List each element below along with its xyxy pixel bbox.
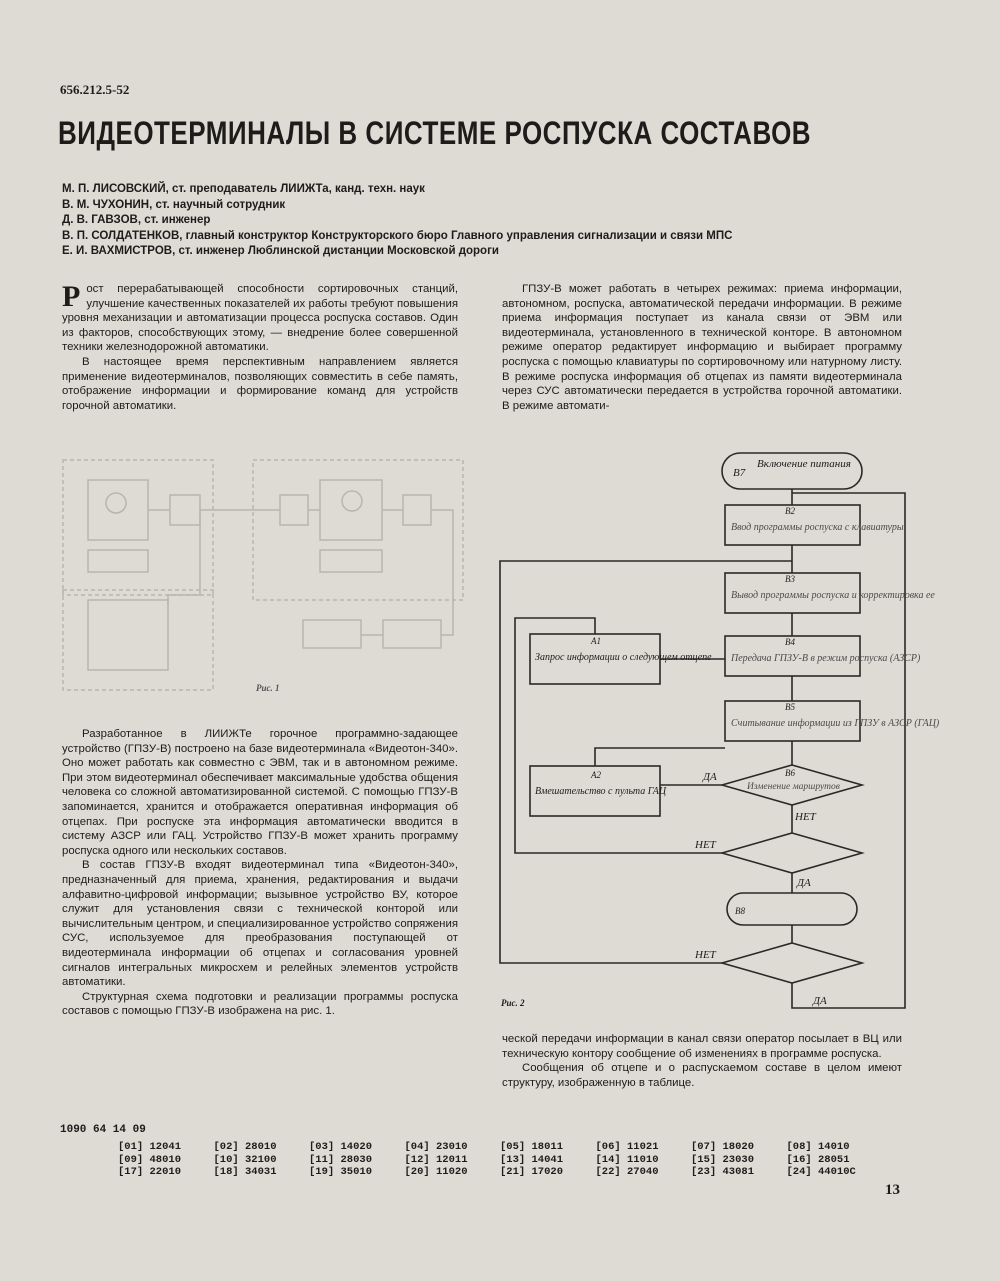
flow-a1-id: А1 bbox=[591, 636, 601, 646]
flow-no-loop bbox=[500, 561, 792, 963]
figure-1-block-diagram bbox=[58, 455, 468, 705]
intro-paragraph bbox=[62, 282, 458, 355]
code-header: 1090 64 14 09 bbox=[60, 1124, 146, 1136]
figure-2-caption: Рис. 2 bbox=[501, 998, 525, 1008]
fig1-sus-box bbox=[403, 495, 431, 525]
code-cell: [23] 43081 bbox=[691, 1166, 755, 1178]
author-list bbox=[62, 182, 732, 260]
page-number: 13 bbox=[885, 1182, 900, 1198]
fig1-computing-center-frame bbox=[63, 590, 213, 690]
flow-b6-text: Изменение маршрутов bbox=[747, 782, 840, 792]
author-line: Е. И. ВАХМИСТРОВ, ст. инженер Люблинской дистанции Московской дороги bbox=[62, 245, 499, 257]
author-line: Д. В. ГАВЗОВ, ст. инженер bbox=[62, 214, 211, 226]
udc-code: 656.212.5-52 bbox=[60, 82, 130, 97]
flow-decision-b7 bbox=[722, 833, 862, 873]
flow-b7-text: Включение питания bbox=[757, 458, 851, 470]
flow-b4-text: Передача ГПЗУ-В в режим роспуска (АЗСР) bbox=[731, 653, 921, 664]
paragraph: В состав ГПЗУ-В входят видеотерминал типа «Видеотон-340», предназначенный для приема, хранения, редактирования и выдачи алфавитно-цифровой информации; вызывное устройство ВУ, которое служит для установления связи с технической конторой или вычислительным центром, и специализированное устройство сопряжения СУС, используемое для преобразования поступающей от видеотерминала информации об отцепах и согласования уровней сигналов интегральных микросхем и релейных элементов устройств автоматики. bbox=[62, 859, 458, 989]
figure-2-flowchart bbox=[495, 448, 940, 1018]
code-cell: [24] 44010С bbox=[786, 1166, 856, 1178]
paragraph: В настоящее время перспективным направлением является применение видеотерминалов, позволяющих совместить в себе память, отображение информации и формирование команд для устройств горочной автоматики. bbox=[62, 355, 458, 412]
flow-yes-label: ДА bbox=[813, 995, 827, 1007]
fig1-vu2-box bbox=[280, 495, 308, 525]
flow-terminal-b8 bbox=[727, 893, 857, 925]
code-cell: [16] 28051 bbox=[786, 1153, 850, 1166]
code-cell: [06] 11021 bbox=[595, 1141, 659, 1153]
right-column-top bbox=[502, 282, 902, 413]
article-title: ВИДЕОТЕРМИНАЛЫ В СИСТЕМЕ РОСПУСКА СОСТАВОВ bbox=[58, 114, 812, 152]
code-cell: [07] 18020 bbox=[691, 1141, 755, 1153]
fig1-evm-box bbox=[88, 600, 168, 670]
paragraph: Сообщения об отцепе и о распускаемом составе в целом имеют структуру, изображенную в таблице. bbox=[502, 1062, 902, 1089]
fig1-azsr-box bbox=[383, 620, 441, 648]
flow-a1-text: Запрос информации о следующем отцепе bbox=[535, 652, 712, 663]
code-cell: [01] 12041 bbox=[118, 1141, 182, 1153]
author-line: В. М. ЧУХОНИН, ст. научный сотрудник bbox=[62, 198, 286, 211]
author-line: В. П. СОЛДАТЕНКОВ, главный конструктор Конструкторского бюро Главного управления сигнализации и связи МПС bbox=[62, 229, 733, 242]
code-cell: [13] 14041 bbox=[500, 1153, 564, 1166]
flow-a2-id: А2 bbox=[591, 770, 601, 780]
flow-b2-text: Ввод программы роспуска с клавиатуры bbox=[731, 522, 904, 533]
flow-b2-id: В2 bbox=[785, 506, 795, 516]
flow-no-label: НЕТ bbox=[695, 839, 716, 851]
flow-b7-id: В7 bbox=[733, 467, 746, 479]
code-cell: [14] 11010 bbox=[595, 1153, 659, 1166]
paragraph: Разработанное в ЛИИЖТе горочное программно-задающее устройство (ГПЗУ-В) построено на базе видеотерминала «Видеотон-340». Оно может работать как совместно с ЭВМ, так и в автономном режиме. При этом видеотерминал обеспечивает максимальные удобства общения человека со сложной автоматизированной системой. С помощью ГПЗУ-В запоминается, хранится и отображается оперативная информация об отцепах. При роспуске эта информация автоматически вводится в систему АЗСР или ГАЦ. Устройство ГПЗУ-В может хранить программу роспуска одного или нескольких составов. bbox=[62, 728, 458, 857]
fig1-gac-box bbox=[303, 620, 361, 648]
code-row bbox=[118, 1166, 882, 1179]
drop-cap: Р bbox=[62, 280, 81, 313]
flow-b4-id: В4 bbox=[785, 637, 795, 647]
flow-b6-id: В6 bbox=[785, 768, 795, 778]
code-cell: [21] 17020 bbox=[500, 1166, 564, 1178]
code-cell: [04] 23010 bbox=[404, 1141, 468, 1153]
fig1-vu-box bbox=[170, 495, 200, 525]
paragraph: Структурная схема подготовки и реализации программы роспуска составов с помощью ГПЗУ-В изображена на рис. 1. bbox=[62, 990, 458, 1018]
code-cell: [12] 12011 bbox=[404, 1153, 468, 1166]
paragraph: ческой передачи информации в канал связи оператор посылает в ВЦ или техническую контору сообщение об изменениях в программе роспуска. bbox=[502, 1033, 902, 1060]
left-column-bottom bbox=[62, 727, 458, 1019]
author-line: М. П. ЛИСОВСКИЙ, ст. преподаватель ЛИИЖТа, канд. техн. наук bbox=[62, 183, 425, 195]
code-row bbox=[118, 1141, 882, 1154]
fig1-screen-icon bbox=[106, 493, 126, 513]
flow-a2-text: Вмешательство с пульта ГАЦ bbox=[535, 786, 667, 797]
code-cell: [03] 14020 bbox=[309, 1141, 373, 1153]
flow-return-line bbox=[792, 493, 905, 1008]
code-cell: [18] 34031 bbox=[213, 1166, 277, 1178]
code-cell: [11] 28030 bbox=[309, 1153, 373, 1166]
code-cell: [10] 32100 bbox=[213, 1153, 277, 1166]
fig1-screen2-icon bbox=[342, 491, 362, 511]
flow-no-label: НЕТ bbox=[695, 949, 716, 961]
code-cell: [09] 48010 bbox=[118, 1153, 182, 1166]
flow-b8-id: В8 bbox=[735, 906, 745, 916]
fig1-keyboard-box bbox=[88, 550, 148, 572]
code-cell: [20] 11020 bbox=[404, 1166, 468, 1178]
flow-decision-b9 bbox=[722, 943, 862, 983]
code-row bbox=[118, 1154, 882, 1167]
flow-b3-id: В3 bbox=[785, 574, 795, 584]
flow-b3-text: Вывод программы роспуска и корректировка ее bbox=[731, 590, 935, 601]
right-column-bottom bbox=[502, 1032, 902, 1090]
code-cell: [19] 35010 bbox=[309, 1166, 373, 1178]
paragraph: ГПЗУ-В может работать в четырех режимах: приема информации, автономном, роспуска, автоматической передачи информации. В режиме приема информация поступает из канала связи от ЭВМ или видеотерминала, установленного в технической конторе. В автономном режиме оператор редактирует информацию и выбирает программу роспуска с помощью клавиатуры по сортировочному или натурному листу. В режиме роспуска информация об отцепах из памяти видеотерминала через СУС автоматически передается в устройства горочной автоматики. В режиме автомати- bbox=[502, 283, 902, 412]
fig1-gpzu-frame bbox=[253, 460, 463, 600]
code-table bbox=[118, 1141, 882, 1179]
code-cell: [15] 23030 bbox=[691, 1153, 755, 1166]
code-cell: [08] 14010 bbox=[786, 1141, 850, 1153]
fig1-keyboard2-box bbox=[320, 550, 382, 572]
flow-b5-text: Считывание информации из ГПЗУ в АЗСР (ГАЦ) bbox=[731, 718, 940, 729]
flow-b5-id: В5 bbox=[785, 702, 795, 712]
fig1-connections bbox=[148, 510, 453, 635]
left-column-top bbox=[62, 282, 458, 413]
flow-yes-label: ДА bbox=[703, 771, 717, 783]
code-cell: [22] 27040 bbox=[595, 1166, 659, 1178]
flow-no-label: НЕТ bbox=[795, 811, 816, 823]
figure-1-caption: Рис. 1 bbox=[256, 683, 280, 693]
intro-text: ост перерабатывающей способности сортировочных станций, улучшение качественных показателей их работы требуют повышения уровня механизации и автоматизации процесса роспуска составов. Один из факторов, способствующих этому, — внедрение более совершенной техники железнодорожной автоматики. bbox=[62, 283, 458, 354]
code-cell: [02] 28010 bbox=[213, 1141, 277, 1153]
fig1-videoterminal-box bbox=[320, 480, 382, 540]
code-cell: [05] 18011 bbox=[500, 1141, 564, 1153]
fig1-terminal-box bbox=[88, 480, 148, 540]
code-cell: [17] 22010 bbox=[118, 1166, 182, 1178]
flow-yes-label: ДА bbox=[797, 877, 811, 889]
